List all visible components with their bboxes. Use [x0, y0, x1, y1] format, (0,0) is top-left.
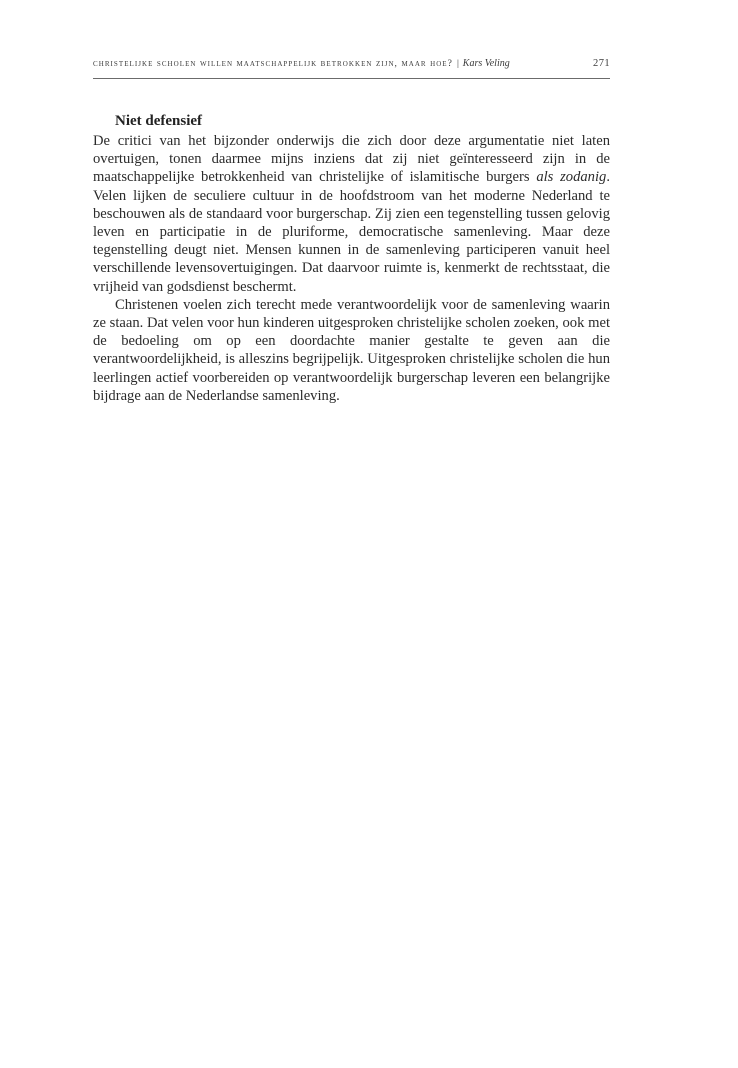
body-text — [93, 110, 610, 405]
running-title: christelijke scholen willen maatschappelijk betrokken zijn, maar hoe? — [93, 58, 453, 69]
paragraph-1 — [93, 132, 610, 296]
header-rule — [93, 78, 610, 79]
paragraph-1-text-a: De critici van het bijzonder onderwijs die zich door deze argumentatie niet laten overtuigen, tonen daarmee mijns inziens dat zij niet geïnteresseerd zijn in de maatschappelijke betrokkenheid van christelijke of islamitische burgers — [93, 133, 610, 186]
section-heading: Niet defensief — [115, 113, 203, 129]
page-number: 271 — [593, 58, 610, 69]
paragraph-1-text-b: . Velen lijken de seculiere cultuur in de hoofdstroom van het moderne Nederland te beschouwen als de standaard voor burgerschap. Zij zien een tegenstelling tussen gelovig leven en participatie in de pluriforme, democratische samenleving. Maar deze tegenstelling deugt niet. Mensen kunnen in de samenleving participeren vanuit heel verschillende levensovertuigingen. Dat daarvoor ruimte is, kenmerkt de rechtsstaat, die vrijheid van godsdienst beschermt. — [93, 169, 610, 295]
paragraph-2: Christenen voelen zich terecht mede verantwoordelijk voor de samenleving waarin ze staan. Dat velen voor hun kinderen uitgesproken christelijke scholen zoeken, ook met de bedoeling om op een doordachte manier gestalte te geven aan die verantwoordelijkheid, is alleszins begrijpelijk. Uitgesproken christelijke scholen die hun leerlingen actief voorbereiden op verantwoordelijk burgerschap leveren een belangrijke bijdrage aan de Nederlandse samenleving. — [93, 296, 610, 404]
author-name: Kars Veling — [462, 58, 510, 69]
header-separator: | — [456, 58, 460, 69]
running-head — [93, 58, 610, 74]
paragraph-1-italic: als zodanig — [536, 169, 607, 186]
